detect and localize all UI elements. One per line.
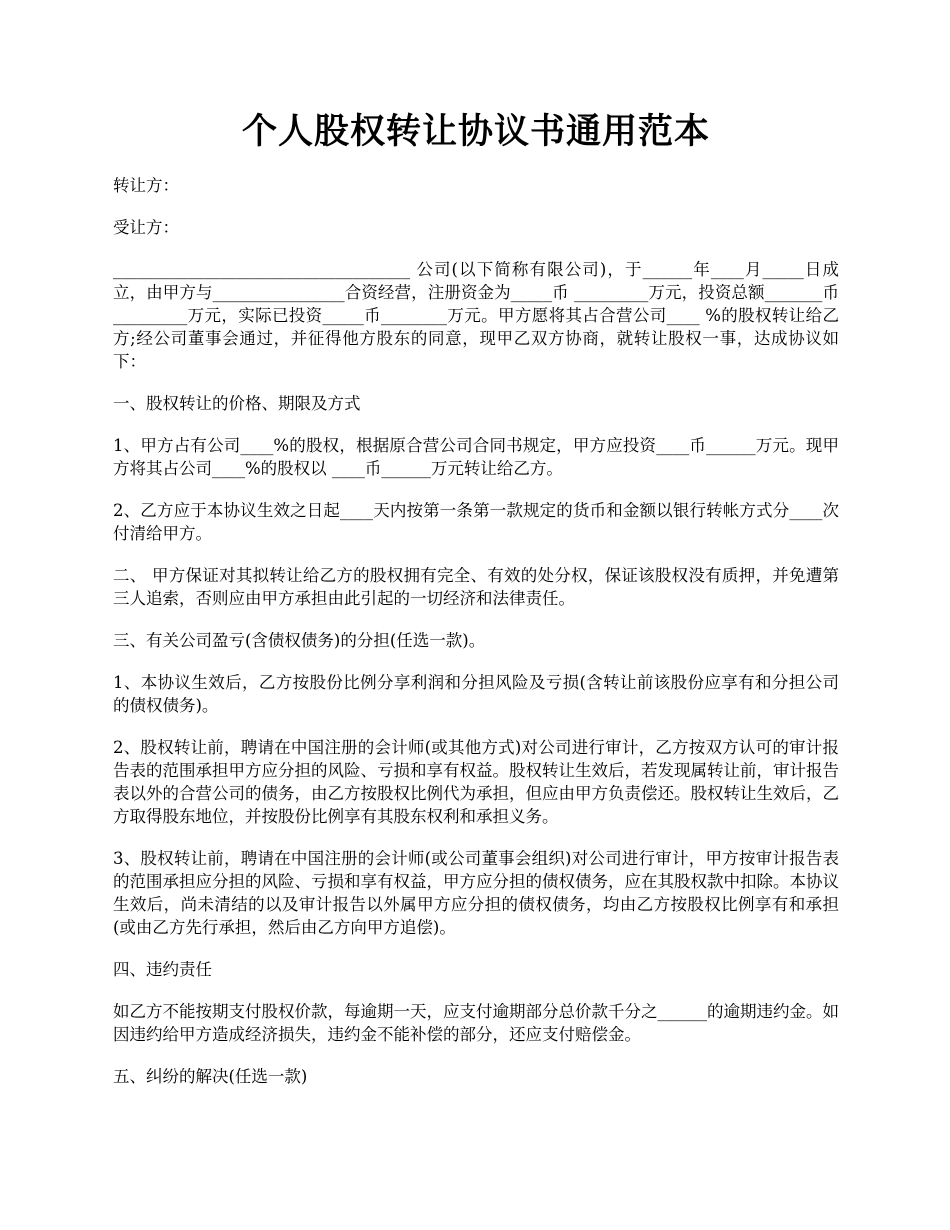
transferee-line: 受让方： [113, 218, 179, 237]
document-title: 个人股权转让协议书通用范本 [241, 111, 710, 152]
breach-paragraph: 如乙方不能按期支付股权价款，每逾期一天，应支付逾期部分总价款千分之______的逾期违约金。如因违约给甲方造成经济损失，违约金不能补偿的部分，还应支付赔偿金。 [113, 1002, 839, 1044]
clause-1-2: 2、乙方应于本协议生效之日起____天内按第一条第一款规定的货币和金额以银行转帐方式分____次付清给甲方。 [113, 501, 839, 543]
section-2-paragraph: 二、 甲方保证对其拟转让给乙方的股权拥有完全、有效的处分权，保证该股权没有质押，并免遭第三人追索，否则应由甲方承担由此引起的一切经济和法律责任。 [113, 566, 839, 608]
section-heading-4: 四、违约责任 [113, 960, 212, 979]
transferor-line: 转让方： [113, 176, 179, 195]
section-heading-5: 五、纠纷的解决(任选一款) [113, 1067, 308, 1086]
clause-3-1: 1、本协议生效后，乙方按股份比例分享利润和分担风险及亏损(含转让前该股份应享有和分担公司的债权债务)。 [113, 673, 839, 715]
document-page [113, 108, 839, 1107]
clause-3-3: 3、股权转让前，聘请在中国注册的会计师(或公司董事会组织)对公司进行审计，甲方按审计报告表的范围承担应分担的风险、亏损和享有权益，甲方应分担的债权债务，应在其股权款中扣除。本协议生效后，尚未清结的以及审计报告以外属甲方应分担的债权债务，均由乙方按股权比例享有和承担(或由乙方先行承担，然后由乙方向甲方追偿)。 [113, 849, 839, 937]
preamble-paragraph: ____________________________________ 公司(以下简称有限公司)，于______年____月_____日成立，由甲方与________________合资经营，注册资金为_____币 _________万元，投资总额_______币_________万元，实际已投资_____币________万元。甲方愿将其占合营公司____ %的股权转让给乙方;经公司董事会通过，并征得他方股东的同意，现甲乙双方协商，就转让股权一事，达成协议如下： [113, 260, 839, 371]
section-heading-1: 一、股权转让的价格、期限及方式 [113, 394, 361, 413]
clause-1-1: 1、甲方占有公司____%的股权，根据原合营公司合同书规定，甲方应投资____币______万元。现甲方将其占公司____%的股权以 ____币______万元转让给乙方。 [113, 436, 839, 478]
section-heading-3: 三、有关公司盈亏(含债权债务)的分担(任选一款)。 [113, 631, 486, 650]
clause-3-2: 2、股权转让前，聘请在中国注册的会计师(或其他方式)对公司进行审计，乙方按双方认可的审计报告表的范围承担甲方应分担的风险、亏损和享有权益。股权转让生效后，若发现属转让前，审计报告表以外的合营公司的债务，由乙方按股权比例代为承担，但应由甲方负责偿还。股权转让生效后，乙方取得股东地位，并按股份比例享有其股东权利和承担义务。 [113, 738, 839, 826]
